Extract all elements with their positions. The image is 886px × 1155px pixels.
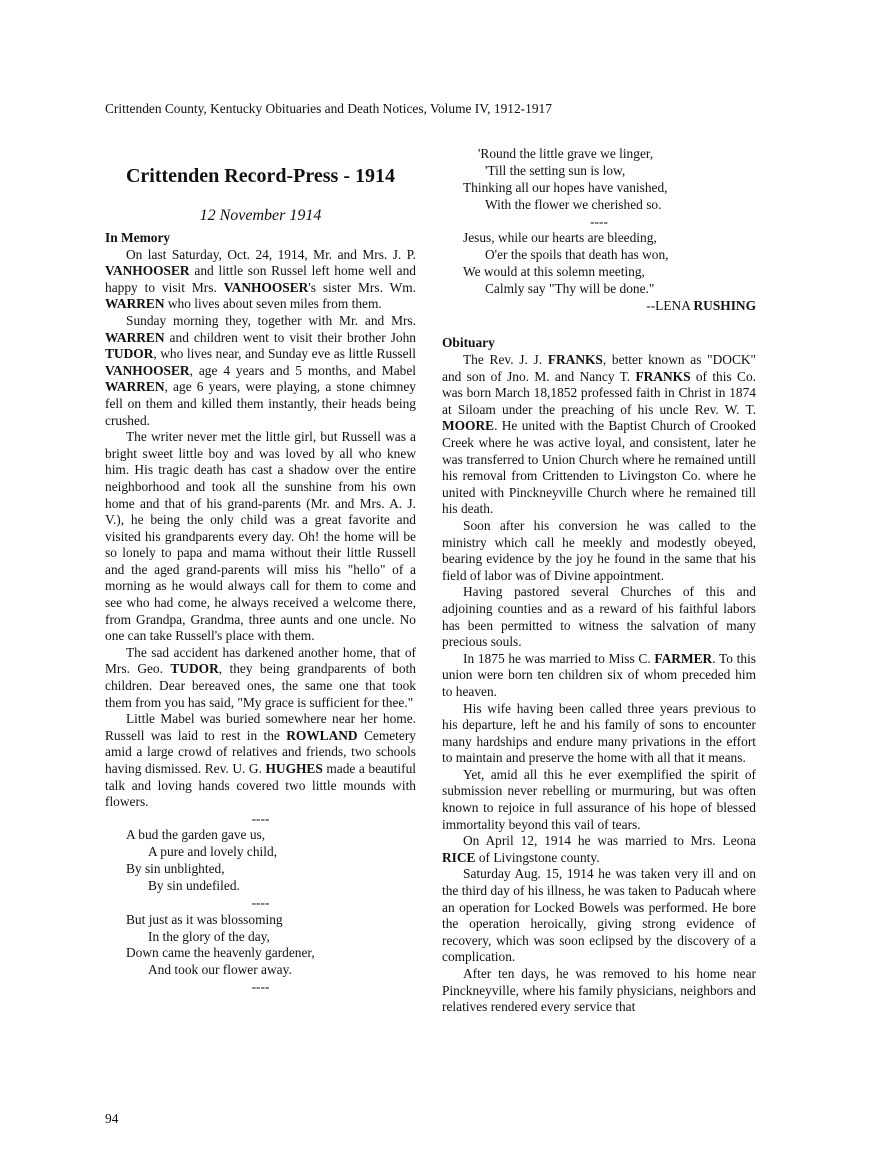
poem-line: In the glory of the day, — [148, 928, 270, 944]
date-heading: 12 November 1914 — [199, 207, 322, 224]
text-run: The Rev. J. J. — [463, 352, 548, 368]
paragraph — [442, 352, 756, 518]
poem-line: A bud the garden gave us, — [126, 827, 266, 843]
text-run: , who lives near, and Sunday eve as little Russell — [153, 346, 416, 362]
paragraph — [442, 833, 756, 866]
text-run: His wife having been called three years previous to his departure, left he and his family of sons to encounter many hardships and endure many privations in the effort to maintain and preserve the home with all that it means. — [442, 700, 756, 766]
page-number: 94 — [105, 1111, 119, 1126]
poem-line: Down came the heavenly gardener, — [126, 945, 315, 961]
text-run: Soon after his conversion he was called to the ministry which call he meekly and modestly obeyed, bearing evidence by the joy he found in the same that his field of labor was of Divine appointment. — [442, 517, 756, 583]
text-run: , age 4 years and 5 months, and Mabel — [189, 362, 416, 378]
section-title-obituary: Obituary — [442, 335, 495, 351]
poem-line: Jesus, while our hearts are bleeding, — [463, 230, 657, 246]
text-run: 's sister Mrs. Wm. — [308, 279, 416, 295]
text-run: , they being grandparents of both children. Dear bereaved ones, the same one that took them from you has said, "My grace is sufficient for thee." — [105, 661, 416, 710]
poem-line: Thinking all our hopes have vanished, — [463, 179, 668, 195]
poem-line: A pure and lovely child, — [148, 844, 278, 860]
paragraph — [442, 866, 756, 966]
right-column — [442, 146, 756, 1016]
surname: ROWLAND — [286, 727, 358, 743]
signature-prefix: --LENA — [646, 297, 694, 313]
text-run: made a beautiful talk and loving hands covered two little mounds with flowers. — [105, 761, 416, 810]
stanza-separator: ---- — [590, 213, 608, 229]
text-run: . To this union were born ten children six of whom preceded him to heaven. — [442, 650, 757, 699]
text-run: of this Co. was born March 18,1852 professed faith in Christ in 1874 at Siloam under the preaching of his uncle Rev. W. T. — [442, 368, 756, 417]
paragraph — [442, 966, 756, 1016]
text-run: , better known as "DOCK" and son of Jno. M. and Nancy T. — [442, 352, 757, 384]
text-run: who lives about seven miles from them. — [164, 296, 382, 312]
left-column — [105, 146, 416, 996]
surname: FRANKS — [635, 368, 691, 384]
paragraph — [105, 711, 416, 811]
surname: TUDOR — [170, 661, 219, 677]
surname: HUGHES — [265, 761, 323, 776]
text-run: After ten days, he was removed to his home near Pinckneyville, where his family physicians, neighbors and relatives rendered every service that — [442, 966, 756, 1015]
paragraph — [105, 645, 416, 711]
poem-line: And took our flower away. — [148, 962, 292, 978]
text-run: Sunday morning they, together with Mr. and Mrs. — [126, 312, 416, 328]
poem-line: With the flower we cherished so. — [485, 196, 662, 212]
text-run: , age 6 years, were playing, a stone chimney fell on them and killed them instantly, their heads being crushed. — [105, 379, 416, 428]
text-run: On last Saturday, Oct. 24, 1914, Mr. and Mrs. J. P. — [126, 246, 416, 262]
text-run: The writer never met the little girl, but Russell was a bright sweet little boy and was loved by all who knew him. His tragic death has cast a shadow over the entire neighborhood and took all the sunshine from his own home and that of his grand-parents (Mr. and Mrs. A. J. V.), he being the only child was a great favorite and visited his grandparents every day. Oh! the home will be so lonely to papa and mama without their little Russell and the aged grand-parents will miss his "hello" of a morning as he would always call for them to come and see who had come, he always received a welcome there, from Grandpa, Grandma, three aunts and one uncle. No one can take Russell's place with them. — [105, 429, 416, 644]
in-memory-body — [105, 247, 416, 811]
poem-line: By sin undefiled. — [148, 878, 240, 894]
text-run: . He united with the Baptist Church of Crooked Creek where he was active loyal, and consistent, later he was transferred to Union Church where he remained untill his removal from Crittenden to Livingston Co. where he united with Pinckneyville Church where he remained till his death. — [442, 418, 756, 517]
surname: MOORE — [442, 418, 495, 434]
stanza-separator: ---- — [251, 979, 270, 995]
surname: RICE — [442, 849, 476, 865]
text-run: Having pastored several Churches of this and adjoining counties and as a reward of his faithful labors has been permitted to witness the salvation of many precious souls. — [442, 584, 756, 650]
signature-name: RUSHING — [693, 297, 756, 313]
poem-line: But just as it was blossoming — [126, 911, 283, 927]
text-run: and children went to visit their brother John — [164, 329, 416, 345]
poem-line: 'Till the setting sun is low, — [485, 162, 626, 178]
surname: WARREN — [105, 379, 165, 395]
text-run: and little son Russel left home well and happy to visit Mrs. — [105, 263, 416, 295]
obituary-body — [442, 352, 756, 1016]
poem-signature — [442, 298, 756, 315]
surname: VANHOOSER — [223, 279, 309, 295]
paragraph — [442, 584, 756, 650]
paragraph — [442, 518, 756, 584]
paragraph — [442, 651, 756, 701]
paragraph — [105, 313, 416, 429]
surname: VANHOOSER — [105, 362, 190, 378]
surname: WARREN — [105, 296, 165, 312]
text-run: On April 12, 1914 he was married to Mrs. Leona — [463, 833, 756, 849]
poem-line: O'er the spoils that death has won, — [485, 247, 669, 263]
poem-line: By sin unblighted, — [126, 861, 225, 877]
section-title-in-memory: In Memory — [105, 230, 171, 245]
stanza-separator: ---- — [251, 810, 270, 826]
poem-line: Calmly say "Thy will be done." — [485, 280, 655, 296]
page-header: Crittenden County, Kentucky Obituaries and Death Notices, Volume IV, 1912-1917 — [105, 101, 552, 116]
text-run: The sad accident has darkened another home, that of Mrs. Geo. — [105, 644, 416, 677]
in-memory-poem — [105, 811, 416, 996]
surname: WARREN — [105, 329, 165, 345]
paragraph — [442, 701, 756, 767]
poem-line: We would at this solemn meeting, — [463, 264, 645, 280]
poem-line: 'Round the little grave we linger, — [478, 146, 654, 161]
surname: TUDOR — [105, 346, 154, 362]
paragraph — [105, 429, 416, 645]
surname: FRANKS — [547, 352, 603, 368]
text-run: In 1875 he was married to Miss C. — [463, 650, 655, 666]
surname: VANHOOSER — [105, 263, 190, 279]
text-run: Saturday Aug. 15, 1914 he was taken very ill and on the third day of his illness, he was taken to Paducah where an operation for Locked Bowels was performed. He bore the operation heroically, giving strong evidence of recovery, which was soon eclipsed by the discovery of a complication. — [442, 866, 756, 965]
stanza-separator: ---- — [251, 895, 270, 910]
text-run: of Livingstone county. — [475, 849, 600, 865]
text-run: Cemetery amid a large crowd of relatives and friends, two schools having dismissed. Rev. U. G. — [105, 727, 416, 776]
paragraph — [105, 247, 416, 313]
paragraph — [442, 767, 756, 833]
continued-poem — [442, 146, 756, 298]
surname: FARMER — [654, 650, 713, 666]
text-run: Little Mabel was buried somewhere near her home. Russell was laid to rest in the — [105, 711, 416, 743]
text-run: Yet, amid all this he ever exemplified the spirit of submission never rebelling or murmuring, but was often known to rejoice in full assurance of his hope of blessed immortality beyond this vail of tears. — [442, 766, 756, 832]
publication-title: Crittenden Record-Press - 1914 — [125, 165, 395, 187]
